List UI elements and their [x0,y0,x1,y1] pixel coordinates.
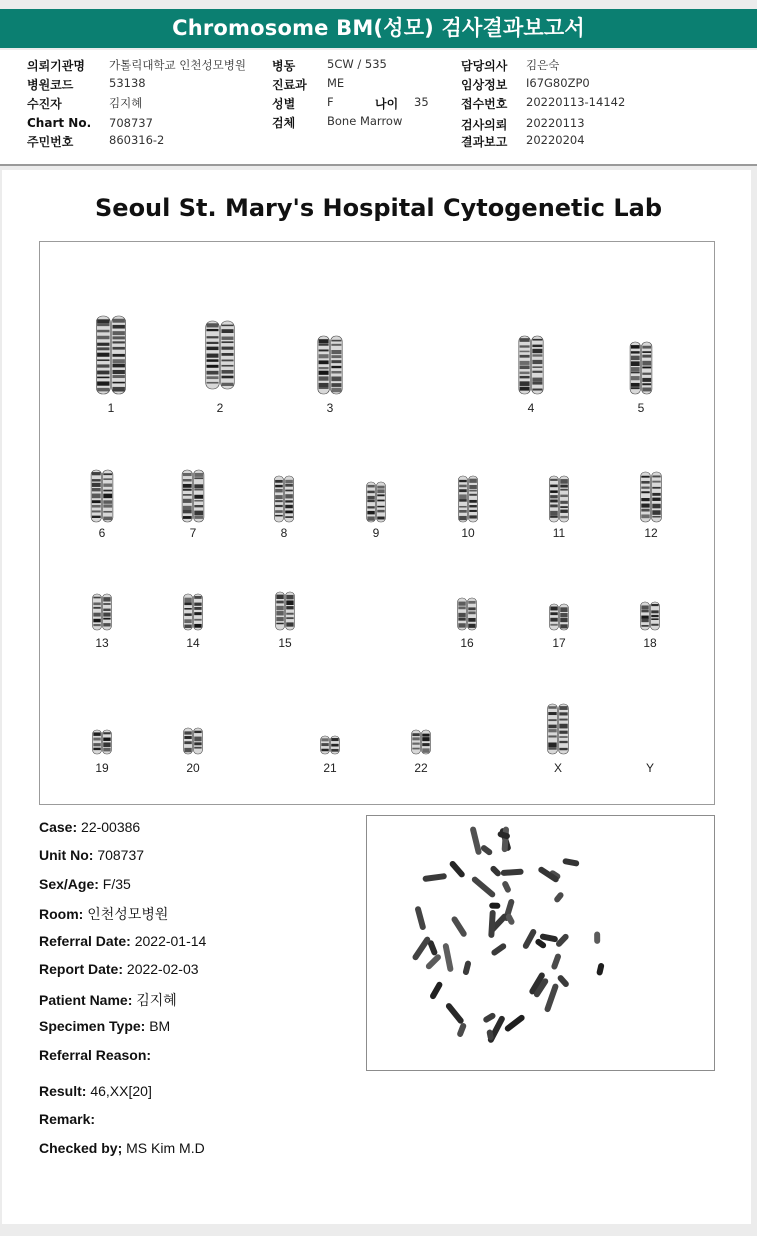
referral-date-row: Referral Date: 2022-01-14 [39,933,207,949]
doctor-label: 담당의사 [461,59,508,73]
dept-value: ME [327,76,345,90]
chromosome-pair-7 [182,470,204,522]
chromosome-pair-5 [630,342,652,394]
metaphase-chromosome [456,1022,467,1038]
chromosome-pair-17 [550,604,569,630]
metaphase-panel [366,815,715,1071]
chromosome-pair-19 [93,730,112,754]
metaphase-chromosomes [411,826,604,1044]
patient-info-section [0,50,757,166]
chromosome-pair-21 [321,736,340,754]
chromosome-pair-4 [519,336,543,394]
ward-value: 5CW / 535 [327,57,387,71]
chromosome-pair-8 [274,476,293,522]
metaphase-chromosome [425,953,443,971]
chromosome-pair-13 [93,594,112,630]
chromosome-pair-11 [549,476,568,522]
chromosome-label: 21 [323,761,337,775]
chromosome-pair-18 [641,602,660,630]
chromosome-label: 13 [95,636,109,650]
metaphase-chromosome [471,875,497,898]
hospital-value: 가톨릭대학교 인천성모병원 [109,58,246,72]
sex-value: F [327,95,334,109]
ward-label: 병동 [272,59,296,73]
chromosome-label: 12 [644,526,658,540]
chromosome-label: Y [645,761,655,775]
chromosome-label: 9 [372,526,380,540]
patient-value: 김지혜 [109,96,143,110]
specimen-value: Bone Marrow [327,114,403,128]
metaphase-chromosome [596,962,605,976]
room-row: Room: 인천성모병원 [39,906,169,922]
chromosome-label: 20 [186,761,200,775]
report-date-label: 결과보고 [461,135,508,149]
dept-label: 진료과 [272,78,307,92]
sex-label: 성별 [272,97,296,111]
chromosome-label: 4 [527,401,535,415]
karyotype-panel [39,241,715,805]
unit-row: Unit No: 708737 [39,847,145,863]
chromosome-pair-9 [367,482,386,522]
remark-row: Remark: [39,1111,96,1127]
chart-value: 708737 [109,116,153,130]
metaphase-chromosome [480,844,494,856]
hospital-label: 의뢰기관명 [27,59,85,73]
chromosome-pair-20 [184,728,203,754]
doctor-value: 김은숙 [526,58,560,72]
metaphase-chromosome [422,873,447,882]
metaphase-chromosome [411,936,431,962]
metaphase-chromosome [594,932,600,944]
request-value: 20220113 [526,116,585,130]
report-page [2,170,751,1224]
chromosome-label: 18 [643,636,657,650]
chromosome-label: 10 [461,526,475,540]
metaphase-chromosome [501,869,524,877]
chromosome-label: X [553,761,563,775]
clinical-value: I67G80ZP0 [526,76,590,90]
chromosome-label: 11 [552,526,566,540]
case-row: Case: 22-00386 [39,819,141,835]
chromosome-label: 7 [189,526,197,540]
metaphase-chromosome [501,880,512,894]
metaphase-chromosome [556,974,570,988]
report-date-value: 20220204 [526,133,585,147]
chromosome-label: 6 [98,526,106,540]
checked-by-row: Checked by; MS Kim M.D [39,1140,205,1156]
metaphase-chromosome [462,960,471,976]
chromosome-label: 2 [216,401,224,415]
metaphase-chromosome [488,910,496,938]
metaphase-chromosome [544,983,560,1013]
chromosome-label: 17 [552,636,566,650]
metaphase-chromosome [450,915,468,938]
chromosome-pair-12 [641,472,662,522]
metaphase-chromosome [562,858,580,867]
specimen-type-row: Specimen Type: BM [39,1018,171,1034]
referral-reason-row: Referral Reason: [39,1047,152,1063]
chromosome-pair-16 [458,598,477,630]
metaphase-chromosome [489,902,500,908]
report-title: Chromosome BM(성모) 검사결과보고서 [0,9,757,48]
karyogram-image [40,242,714,804]
chromosome-pair-15 [276,592,295,630]
chromosome-label: 15 [278,636,292,650]
chromosome-label: 16 [460,636,474,650]
receipt-value: 20220113-14142 [526,95,626,109]
metaphase-chromosome [414,906,426,931]
clinical-label: 임상정보 [461,78,508,92]
metaphase-chromosome [469,826,482,855]
chromosome-label: 3 [326,401,334,415]
metaphase-chromosome [553,891,565,904]
code-value: 53138 [109,76,146,90]
rrn-label: 주민번호 [27,135,74,149]
metaphase-chromosome [551,953,562,971]
metaphase-chromosome [489,865,502,878]
sexage-row: Sex/Age: F/35 [39,876,131,892]
divider [0,164,757,166]
lab-title: Seoul St. Mary's Hospital Cytogenetic Lab [95,194,662,222]
age-label: 나이 [375,97,399,111]
metaphase-image [367,816,714,1070]
specimen-label: 검체 [272,116,296,130]
chromosome-pair-3 [318,336,342,394]
chromosome-label: 5 [637,401,645,415]
chromosome-pair-6 [91,470,113,522]
code-label: 병원코드 [27,78,74,92]
metaphase-chromosome [482,1012,496,1024]
chromosome-pair-22 [412,730,431,754]
metaphase-chromosome [490,942,507,957]
chart-label: Chart No. [27,116,92,130]
chromosome-pair-10 [458,476,477,522]
metaphase-chromosome [445,1002,465,1025]
chromosome-pair-2 [206,321,235,389]
rrn-value: 860316-2 [109,133,165,147]
result-row: Result: 46,XX[20] [39,1083,152,1099]
chromosome-label: 14 [186,636,200,650]
report-date-row: Report Date: 2022-02-03 [39,961,199,977]
chromosome-label: 1 [107,401,115,415]
patient-label: 수진자 [27,97,62,111]
metaphase-chromosome [504,1014,526,1033]
metaphase-chromosome [448,860,466,879]
chromosome-pair-X [548,704,569,754]
patient-name-row: Patient Name: 김지혜 [39,992,177,1008]
chromosome-label: 19 [95,761,109,775]
metaphase-chromosome [522,928,538,950]
receipt-label: 접수번호 [461,97,508,111]
chromosome-pair-14 [184,594,203,630]
metaphase-chromosome [442,943,454,973]
metaphase-chromosome [429,981,444,1001]
age-value: 35 [414,95,429,109]
chromosome-label: 8 [280,526,288,540]
request-label: 검사의뢰 [461,118,508,132]
chromosome-pair-1 [96,316,125,394]
chromosome-label: 22 [414,761,428,775]
